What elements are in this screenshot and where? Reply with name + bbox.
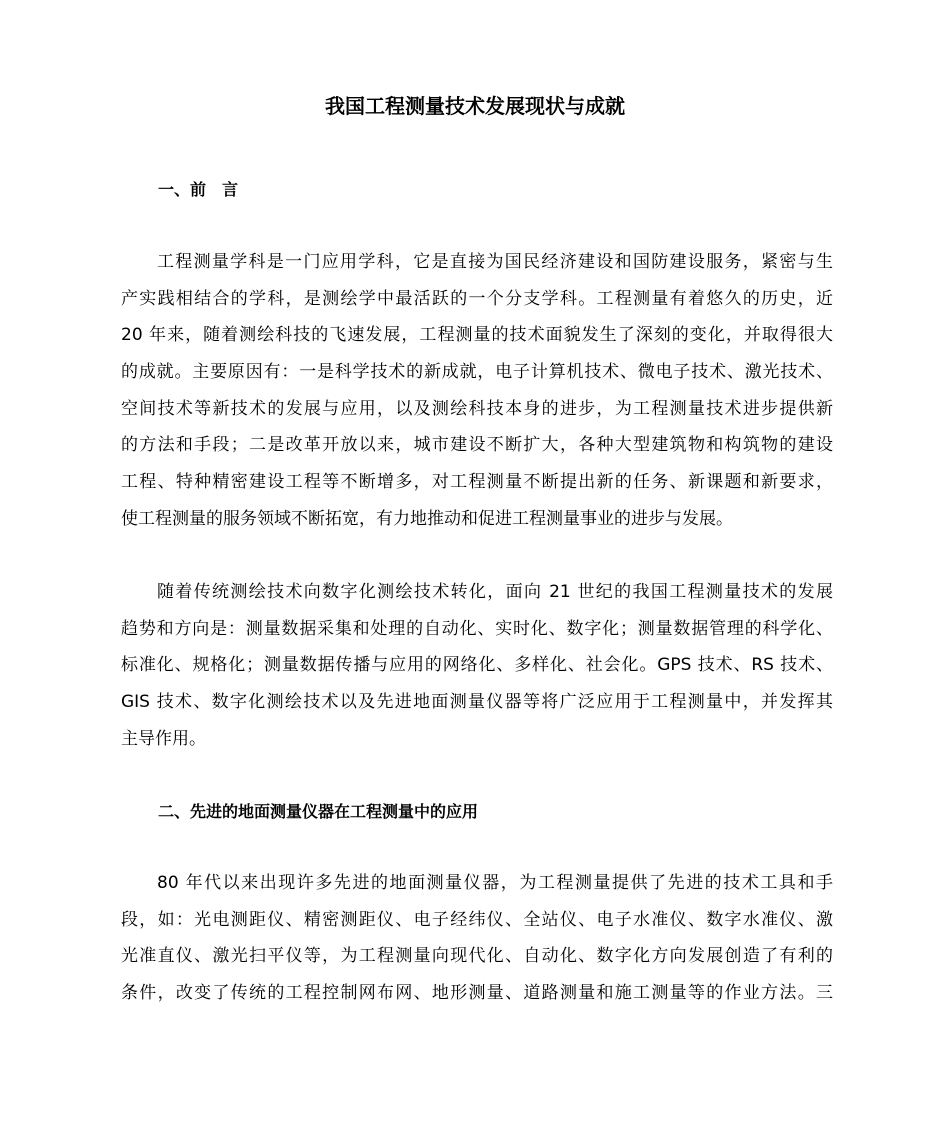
text-line: 趋势和方向是：测量数据采集和处理的自动化、实时化、数字化；测量数据管理的科学化、 (121, 618, 833, 639)
text-line: 工程测量学科是一门应用学科，它是直接为国民经济建设和国防建设服务，紧密与生 (157, 252, 833, 272)
paragraph (121, 574, 833, 757)
paragraph (121, 865, 833, 1012)
text-line: 标准化、规格化；测量数据传播与应用的网络化、多样化、社会化。GPS 技术、RS 技术、 (121, 655, 833, 676)
text-line: 光准直仪、激光扫平仪等，为工程测量向现代化、自动化、数字化方向发展创造了有利的 (121, 946, 833, 967)
text-line: 段，如：光电测距仪、精密测距仪、电子经纬仪、全站仪、电子水准仪、数字水准仪、激 (121, 909, 833, 930)
text-line: 产实践相结合的学科，是测绘学中最活跃的一个分支学科。工程测量有着悠久的历史，近 (121, 288, 833, 309)
text-line: 的成就。主要原因有：一是科学技术的新成就，电子计算机技术、微电子技术、激光技术、 (121, 362, 833, 383)
text-line: 空间技术等新技术的发展与应用，以及测绘科技本身的进步，为工程测量技术进步提供新 (121, 398, 833, 419)
paragraph (121, 244, 833, 538)
text-line: 随着传统测绘技术向数字化测绘技术转化，面向 21 世纪的我国工程测量技术的发展 (157, 582, 833, 602)
text-line: 工程、特种精密建设工程等不断增多，对工程测量不断提出新的任务、新课题和新要求， (121, 472, 833, 493)
text-line: 的方法和手段；二是改革开放以来，城市建设不断扩大，各种大型建筑物和构筑物的建设 (121, 435, 833, 456)
text-line: 主导作用。 (121, 728, 206, 749)
section-heading-preface: 一、前 言 (158, 180, 239, 199)
text-line: 使工程测量的服务领域不断拓宽，有力地推动和促进工程测量事业的进步与发展。 (121, 508, 733, 529)
text-line: 条件，改变了传统的工程控制网布网、地形测量、道路测量和施工测量等的作业方法。三 (121, 983, 833, 1004)
text-line: 80 年代以来出现许多先进的地面测量仪器，为工程测量提供了先进的技术工具和手 (157, 873, 833, 893)
text-line: 20 年来，随着测绘科技的飞速发展，工程测量的技术面貌发生了深刻的变化，并取得很大 (121, 325, 833, 346)
section-heading-instruments: 二、先进的地面测量仪器在工程测量中的应用 (158, 802, 479, 821)
text-line: GIS 技术、数字化测绘技术以及先进地面测量仪器等将广泛应用于工程测量中，并发挥其 (121, 692, 833, 713)
document-title: 我国工程测量技术发展现状与成就 (325, 94, 625, 118)
